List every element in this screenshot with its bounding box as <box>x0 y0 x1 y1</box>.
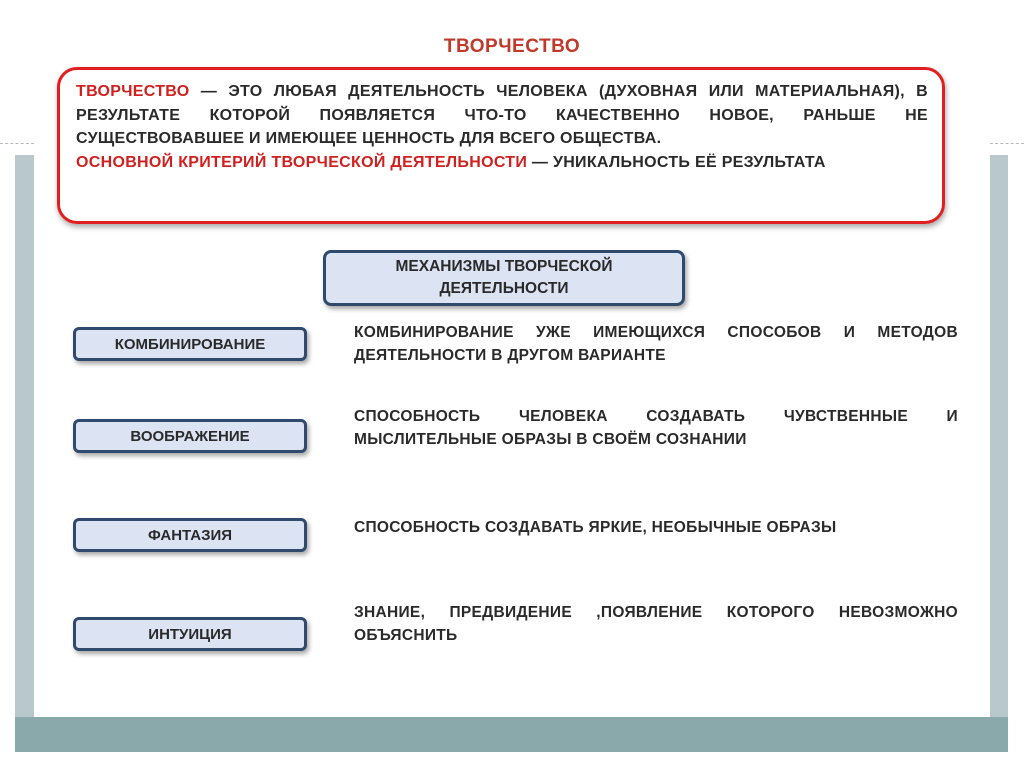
mechanism-description: СПОСОБНОСТЬ СОЗДАВАТЬ ЯРКИЕ, НЕОБЫЧНЫЕ ОБРАЗЫ <box>354 519 837 536</box>
slide-footer-band <box>15 717 1008 752</box>
mechanism-description: КОМБИНИРОВАНИЕ УЖЕ ИМЕЮЩИХСЯ СПОСОБОВ И МЕТОДОВ ДЕЯТЕЛЬНОСТИ В ДРУГОМ ВАРИАНТЕ <box>354 324 958 364</box>
definition-paragraph <box>76 80 928 151</box>
definition-term: ТВОРЧЕСТВО <box>76 83 190 100</box>
mechanism-box-intuition <box>73 617 307 651</box>
definition-box <box>57 67 945 224</box>
mechanisms-heading: МЕХАНИЗМЫ ТВОРЧЕСКОЙ ДЕЯТЕЛЬНОСТИ <box>395 258 613 297</box>
mechanism-description: ЗНАНИЕ, ПРЕДВИДЕНИЕ ,ПОЯВЛЕНИЕ КОТОРОГО НЕВОЗМОЖНО ОБЪЯСНИТЬ <box>354 604 958 644</box>
slide-canvas <box>34 14 990 717</box>
criterion-label: ОСНОВНОЙ КРИТЕРИЙ ТВОРЧЕСКОЙ ДЕЯТЕЛЬНОСТИ <box>76 153 528 171</box>
mechanism-description: СПОСОБНОСТЬ ЧЕЛОВЕКА СОЗДАВАТЬ ЧУВСТВЕННЫЕ И МЫСЛИТЕЛЬНЫЕ ОБРАЗЫ В СВОЁМ СОЗНАНИИ <box>354 408 958 448</box>
mechanism-box-fantasy <box>73 518 307 552</box>
mechanism-name: КОМБИНИРОВАНИЕ <box>114 335 266 353</box>
mechanism-name: ВООБРАЖЕНИЕ <box>130 427 250 445</box>
mechanism-name: ИНТУИЦИЯ <box>148 625 232 643</box>
mechanism-box-imagination <box>73 419 307 453</box>
criterion-paragraph <box>76 151 928 175</box>
criterion-body: — УНИКАЛЬНОСТЬ ЕЁ РЕЗУЛЬТАТА <box>527 153 826 171</box>
slide-title: ТВОРЧЕСТВО <box>443 36 581 57</box>
definition-body: — ЭТО ЛЮБАЯ ДЕЯТЕЛЬНОСТЬ ЧЕЛОВЕКА (ДУХОВНАЯ ИЛИ МАТЕРИАЛЬНАЯ), В РЕЗУЛЬТАТЕ КОТОРОЙ ПОЯВЛЯЕТСЯ ЧТО-ТО КАЧЕСТВЕННО НОВОЕ, РАНЬШЕ НЕ СУЩЕСТВОВАВШЕЕ И ИМЕЮЩЕЕ ЦЕННОСТЬ ДЛЯ ВСЕГО ОБЩЕСТВА. <box>76 83 928 147</box>
mechanism-box-combination <box>73 327 307 361</box>
mechanisms-heading-box <box>323 250 685 306</box>
left-divider-line <box>0 143 34 144</box>
right-divider-line <box>990 143 1024 144</box>
mechanism-name: ФАНТАЗИЯ <box>147 526 233 544</box>
